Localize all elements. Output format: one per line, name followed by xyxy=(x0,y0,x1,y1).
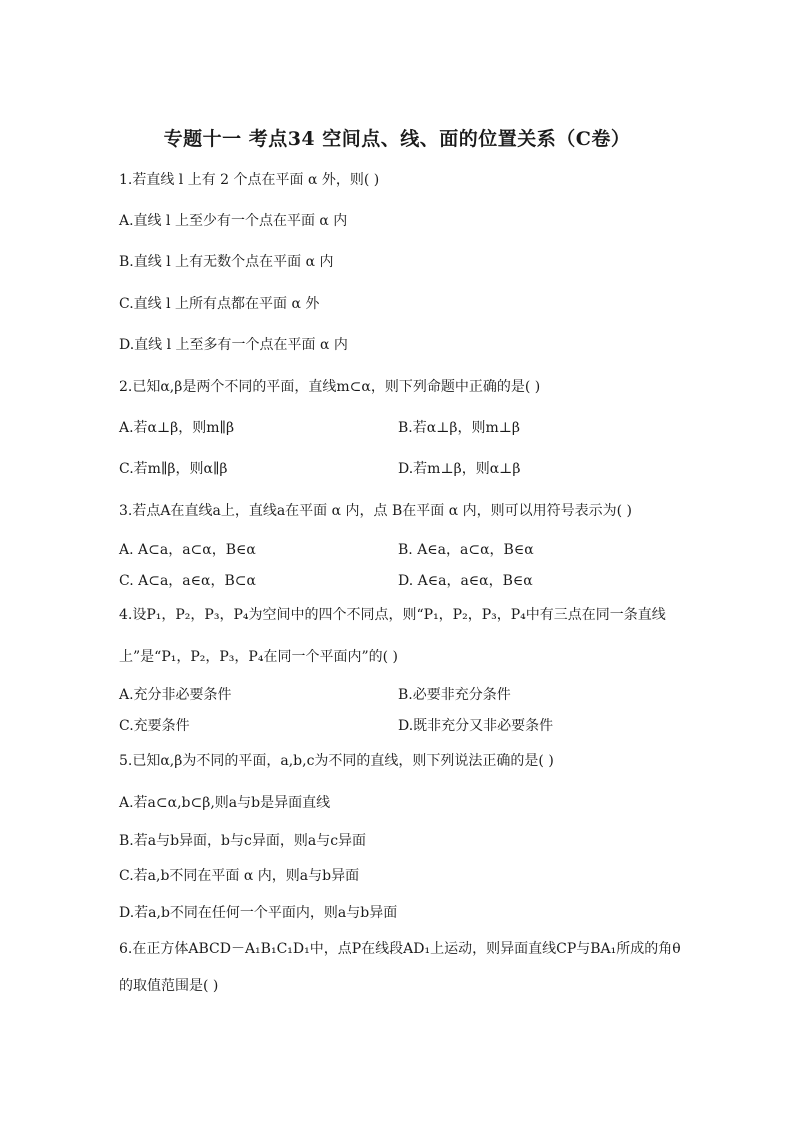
question-3-option-c: C. A⊂a，a∈α，B⊂α xyxy=(119,573,256,589)
question-6-stem-continued: 的取值范围是( ) xyxy=(119,978,219,994)
question-4-option-d: D.既非充分又非必要条件 xyxy=(398,718,554,734)
question-2-option-a: A.若α⊥β，则m∥β xyxy=(119,420,235,436)
question-5-option-d: D.若a,b不同在任何一个平面内，则a与b异面 xyxy=(119,905,398,921)
question-1-option-a: A.直线 l 上至少有一个点在平面 α 内 xyxy=(119,213,348,229)
question-1-option-c: C.直线 l 上所有点都在平面 α 外 xyxy=(119,296,320,312)
question-3-option-a: A. A⊂a，a⊂α，B∈α xyxy=(119,542,256,558)
question-2-stem: 2.已知α,β是两个不同的平面，直线m⊂α，则下列命题中正确的是( ) xyxy=(119,379,541,395)
question-4-stem: 4.设P₁，P₂，P₃，P₄为空间中的四个不同点，则“P₁，P₂，P₃，P₄中有三点在同一条直线 xyxy=(119,607,666,623)
question-2-option-d: D.若m⊥β，则α⊥β xyxy=(398,461,521,477)
question-1-option-b: B.直线 l 上有无数个点在平面 α 内 xyxy=(119,254,334,270)
question-2-option-c: C.若m∥β，则α∥β xyxy=(119,461,228,477)
question-5-option-b: B.若a与b异面，b与c异面，则a与c异面 xyxy=(119,833,367,849)
question-4-stem-continued: 上”是“P₁，P₂，P₃，P₄在同一个平面内”的( ) xyxy=(119,649,398,665)
question-1-stem: 1.若直线 l 上有 2 个点在平面 α 外，则( ) xyxy=(119,172,380,188)
question-3-option-b: B. A∈a，a⊂α，B∈α xyxy=(398,542,534,558)
question-2-option-b: B.若α⊥β，则m⊥β xyxy=(398,420,520,436)
question-5-option-c: C.若a,b不同在平面 α 内，则a与b异面 xyxy=(119,868,360,884)
question-5-option-a: A.若a⊂α,b⊂β,则a与b是异面直线 xyxy=(119,795,331,811)
page-title: 专题十一 考点34 空间点、线、面的位置关系（C卷） xyxy=(163,128,631,150)
question-5-stem: 5.已知α,β为不同的平面，a,b,c为不同的直线，则下列说法正确的是( ) xyxy=(119,753,554,769)
question-4-option-a: A.充分非必要条件 xyxy=(119,687,232,703)
question-1-option-d: D.直线 l 上至多有一个点在平面 α 内 xyxy=(119,337,348,353)
question-3-stem: 3.若点A在直线a上，直线a在平面 α 内，点 B在平面 α 内，则可以用符号表示为( ) xyxy=(119,503,632,519)
question-4-option-b: B.必要非充分条件 xyxy=(398,687,511,703)
question-4-option-c: C.充要条件 xyxy=(119,718,190,734)
question-6-stem: 6.在正方体ABCD－A₁B₁C₁D₁中，点P在线段AD₁上运动，则异面直线CP与BA₁所成的角θ xyxy=(119,941,681,957)
question-3-option-d: D. A∈a，a∈α，B∈α xyxy=(398,573,533,589)
